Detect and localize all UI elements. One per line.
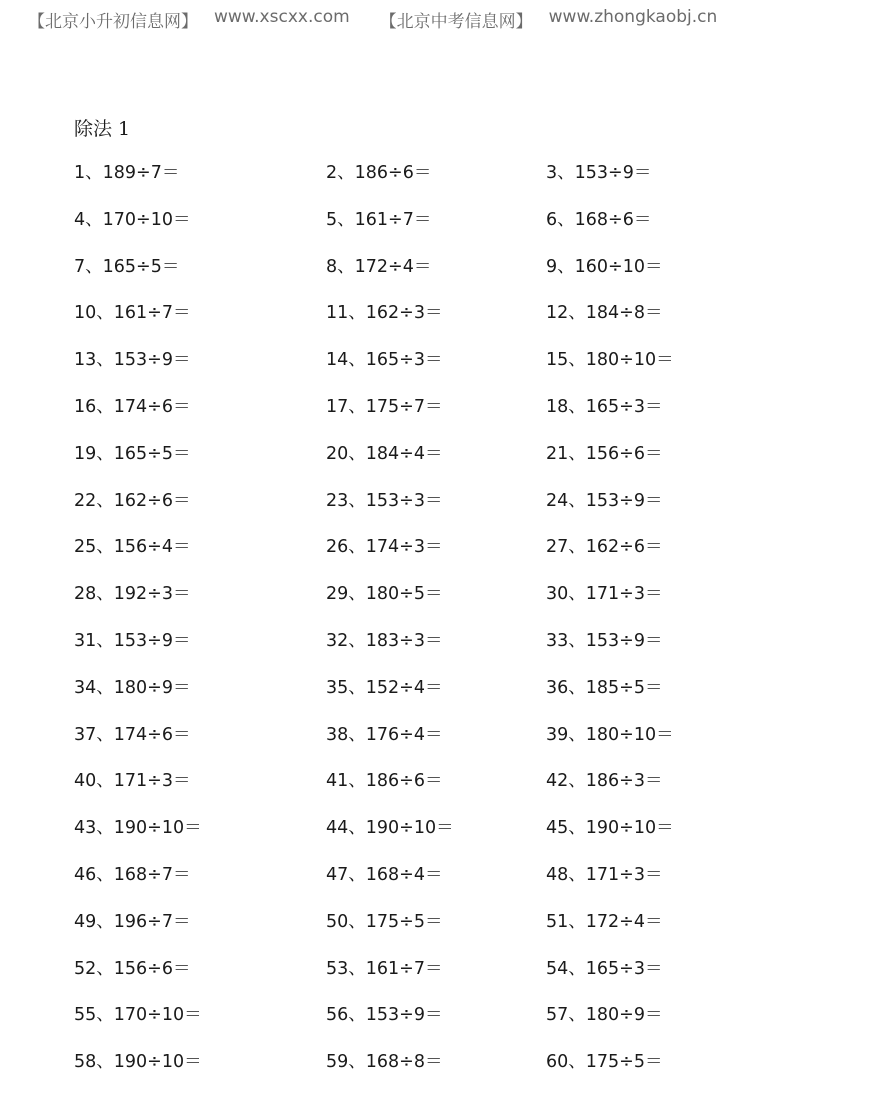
division-problem: 54、165÷3＝ (546, 958, 663, 979)
division-problem: 44、190÷10＝ (326, 818, 454, 839)
division-problem: 26、174÷3＝ (326, 537, 443, 558)
division-problem: 57、180÷9＝ (546, 1005, 663, 1026)
division-problem: 18、165÷3＝ (546, 396, 663, 417)
division-problem: 35、152÷4＝ (326, 677, 443, 698)
problem-row (74, 721, 834, 768)
division-problem: 50、175÷5＝ (326, 911, 443, 932)
division-problem: 40、171÷3＝ (74, 771, 191, 792)
problem-row (74, 533, 834, 580)
division-problem: 21、156÷6＝ (546, 443, 663, 464)
division-problem: 33、153÷9＝ (546, 630, 663, 651)
division-problem: 14、165÷3＝ (326, 350, 443, 371)
division-problem: 60、175÷5＝ (546, 1052, 663, 1073)
problem-list (74, 159, 834, 1095)
division-problem: 20、184÷4＝ (326, 443, 443, 464)
division-problem: 38、176÷4＝ (326, 724, 443, 745)
division-problem: 16、174÷6＝ (74, 396, 191, 417)
division-problem: 23、153÷3＝ (326, 490, 443, 511)
header-site2-url[interactable]: www.zhongkaobj.cn (548, 7, 718, 27)
problem-row (74, 1048, 834, 1095)
division-problem: 7、165÷5＝ (74, 256, 180, 277)
division-problem: 34、180÷9＝ (74, 677, 191, 698)
problem-row (74, 1001, 834, 1048)
division-problem: 37、174÷6＝ (74, 724, 191, 745)
division-problem: 45、190÷10＝ (546, 818, 674, 839)
division-problem: 9、160÷10＝ (546, 256, 663, 277)
division-problem: 36、185÷5＝ (546, 677, 663, 698)
division-problem: 6、168÷6＝ (546, 209, 652, 230)
division-problem: 8、172÷4＝ (326, 256, 432, 277)
division-problem: 25、156÷4＝ (74, 537, 191, 558)
division-problem: 24、153÷9＝ (546, 490, 663, 511)
problem-row (74, 627, 834, 674)
problem-row (74, 487, 834, 534)
header-site1-name: 【北京小升初信息网】 (28, 12, 198, 32)
problem-row (74, 393, 834, 440)
division-problem: 10、161÷7＝ (74, 303, 191, 324)
division-problem: 2、186÷6＝ (326, 163, 432, 183)
division-problem: 59、168÷8＝ (326, 1052, 443, 1073)
header-site2-name: 【北京中考信息网】 (379, 12, 533, 32)
page-header (28, 7, 717, 31)
division-problem: 5、161÷7＝ (326, 209, 432, 230)
division-problem: 31、153÷9＝ (74, 630, 191, 651)
division-problem: 52、156÷6＝ (74, 958, 191, 979)
division-problem: 11、162÷3＝ (326, 303, 443, 324)
division-problem: 53、161÷7＝ (326, 958, 443, 979)
header-site1-url[interactable]: www.xscxx.com (214, 7, 350, 27)
worksheet-title: 除法 1 (74, 118, 131, 140)
problem-row (74, 580, 834, 627)
division-problem: 42、186÷3＝ (546, 771, 663, 792)
problem-row (74, 908, 834, 955)
problem-row (74, 253, 834, 300)
division-problem: 49、196÷7＝ (74, 911, 191, 932)
division-problem: 29、180÷5＝ (326, 584, 443, 605)
division-problem: 27、162÷6＝ (546, 537, 663, 558)
division-problem: 47、168÷4＝ (326, 864, 443, 885)
division-problem: 12、184÷8＝ (546, 303, 663, 324)
problem-row (74, 440, 834, 487)
problem-row (74, 206, 834, 253)
problem-row (74, 955, 834, 1002)
division-problem: 1、189÷7＝ (74, 163, 180, 183)
division-problem: 55、170÷10＝ (74, 1005, 202, 1026)
division-problem: 48、171÷3＝ (546, 864, 663, 885)
problem-row (74, 346, 834, 393)
division-problem: 39、180÷10＝ (546, 724, 674, 745)
division-problem: 15、180÷10＝ (546, 350, 674, 371)
division-problem: 43、190÷10＝ (74, 818, 202, 839)
division-problem: 51、172÷4＝ (546, 911, 663, 932)
division-problem: 28、192÷3＝ (74, 584, 191, 605)
division-problem: 56、153÷9＝ (326, 1005, 443, 1026)
division-problem: 13、153÷9＝ (74, 350, 191, 371)
problem-row (74, 767, 834, 814)
division-problem: 32、183÷3＝ (326, 630, 443, 651)
division-problem: 22、162÷6＝ (74, 490, 191, 511)
problem-row (74, 674, 834, 721)
division-problem: 19、165÷5＝ (74, 443, 191, 464)
problem-row (74, 861, 834, 908)
division-problem: 58、190÷10＝ (74, 1052, 202, 1073)
problem-row (74, 299, 834, 346)
division-problem: 41、186÷6＝ (326, 771, 443, 792)
division-problem: 4、170÷10＝ (74, 209, 191, 230)
problem-row (74, 814, 834, 861)
division-problem: 3、153÷9＝ (546, 163, 652, 183)
problem-row (74, 159, 834, 206)
division-problem: 30、171÷3＝ (546, 584, 663, 605)
division-problem: 17、175÷7＝ (326, 396, 443, 417)
division-problem: 46、168÷7＝ (74, 864, 191, 885)
